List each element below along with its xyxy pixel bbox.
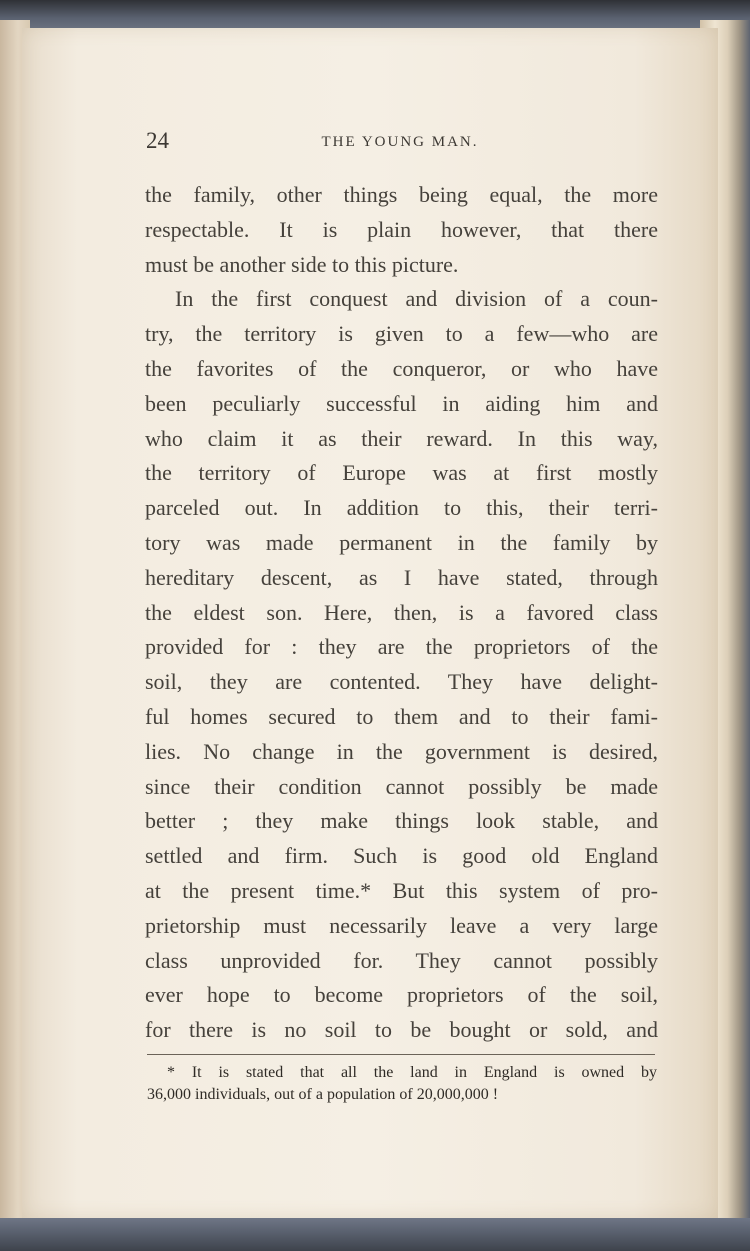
book-cover-bottom-edge (0, 1218, 750, 1251)
body-text (145, 178, 658, 1048)
text-line: who claim it as their reward. In this way, (145, 425, 658, 451)
text-line: hereditary descent, as I have stated, through (145, 564, 658, 590)
text-line: prietorship must necessarily leave a very large (145, 912, 658, 938)
running-head: THE YOUNG MAN. (321, 134, 479, 150)
text-line: soil, they are contented. They have delight- (145, 669, 658, 695)
text-line: for there is no soil to be bought or sold, and (145, 1017, 658, 1043)
text-line: In the first conquest and division of a coun- (175, 286, 658, 312)
text-line: lies. No change in the government is desired, (145, 738, 658, 764)
text-line: provided for : they are the proprietors of the (145, 634, 658, 660)
text-line: better ; they make things look stable, and (145, 808, 658, 834)
footnote-line: 36,000 individuals, out of a population of 20,000,000 ! (147, 1086, 499, 1103)
text-line: respectable. It is plain however, that there (145, 216, 658, 242)
text-line: the territory of Europe was at first mostly (145, 460, 658, 486)
text-line: been peculiarly successful in aiding him and (145, 390, 658, 416)
text-line: parceled out. In addition to this, their terri- (145, 495, 658, 521)
text-line: must be another side to this picture. (145, 251, 459, 277)
footnote-line: * It is stated that all the land in England is owned by (167, 1064, 657, 1081)
text-line: since their condition cannot possibly be made (145, 773, 658, 799)
text-line: ever hope to become proprietors of the soil, (145, 982, 658, 1008)
text-line: try, the territory is given to a few—who are (145, 321, 658, 347)
text-line: at the present time.* But this system of pro- (145, 877, 658, 903)
book-cover-top-edge (0, 0, 750, 30)
text-line: the favorites of the conqueror, or who have (145, 355, 658, 381)
text-line: class unprovided for. They cannot possibly (145, 947, 658, 973)
text-line: ful homes secured to them and to their fami- (145, 703, 658, 729)
footnote-rule (147, 1054, 655, 1055)
footnote (147, 1062, 657, 1106)
text-line: settled and firm. Such is good old England (145, 843, 658, 869)
text-line: tory was made permanent in the family by (145, 529, 658, 555)
page-number: 24 (146, 128, 169, 153)
text-line: the eldest son. Here, then, is a favored class (145, 599, 658, 625)
text-line: the family, other things being equal, the more (145, 182, 658, 207)
